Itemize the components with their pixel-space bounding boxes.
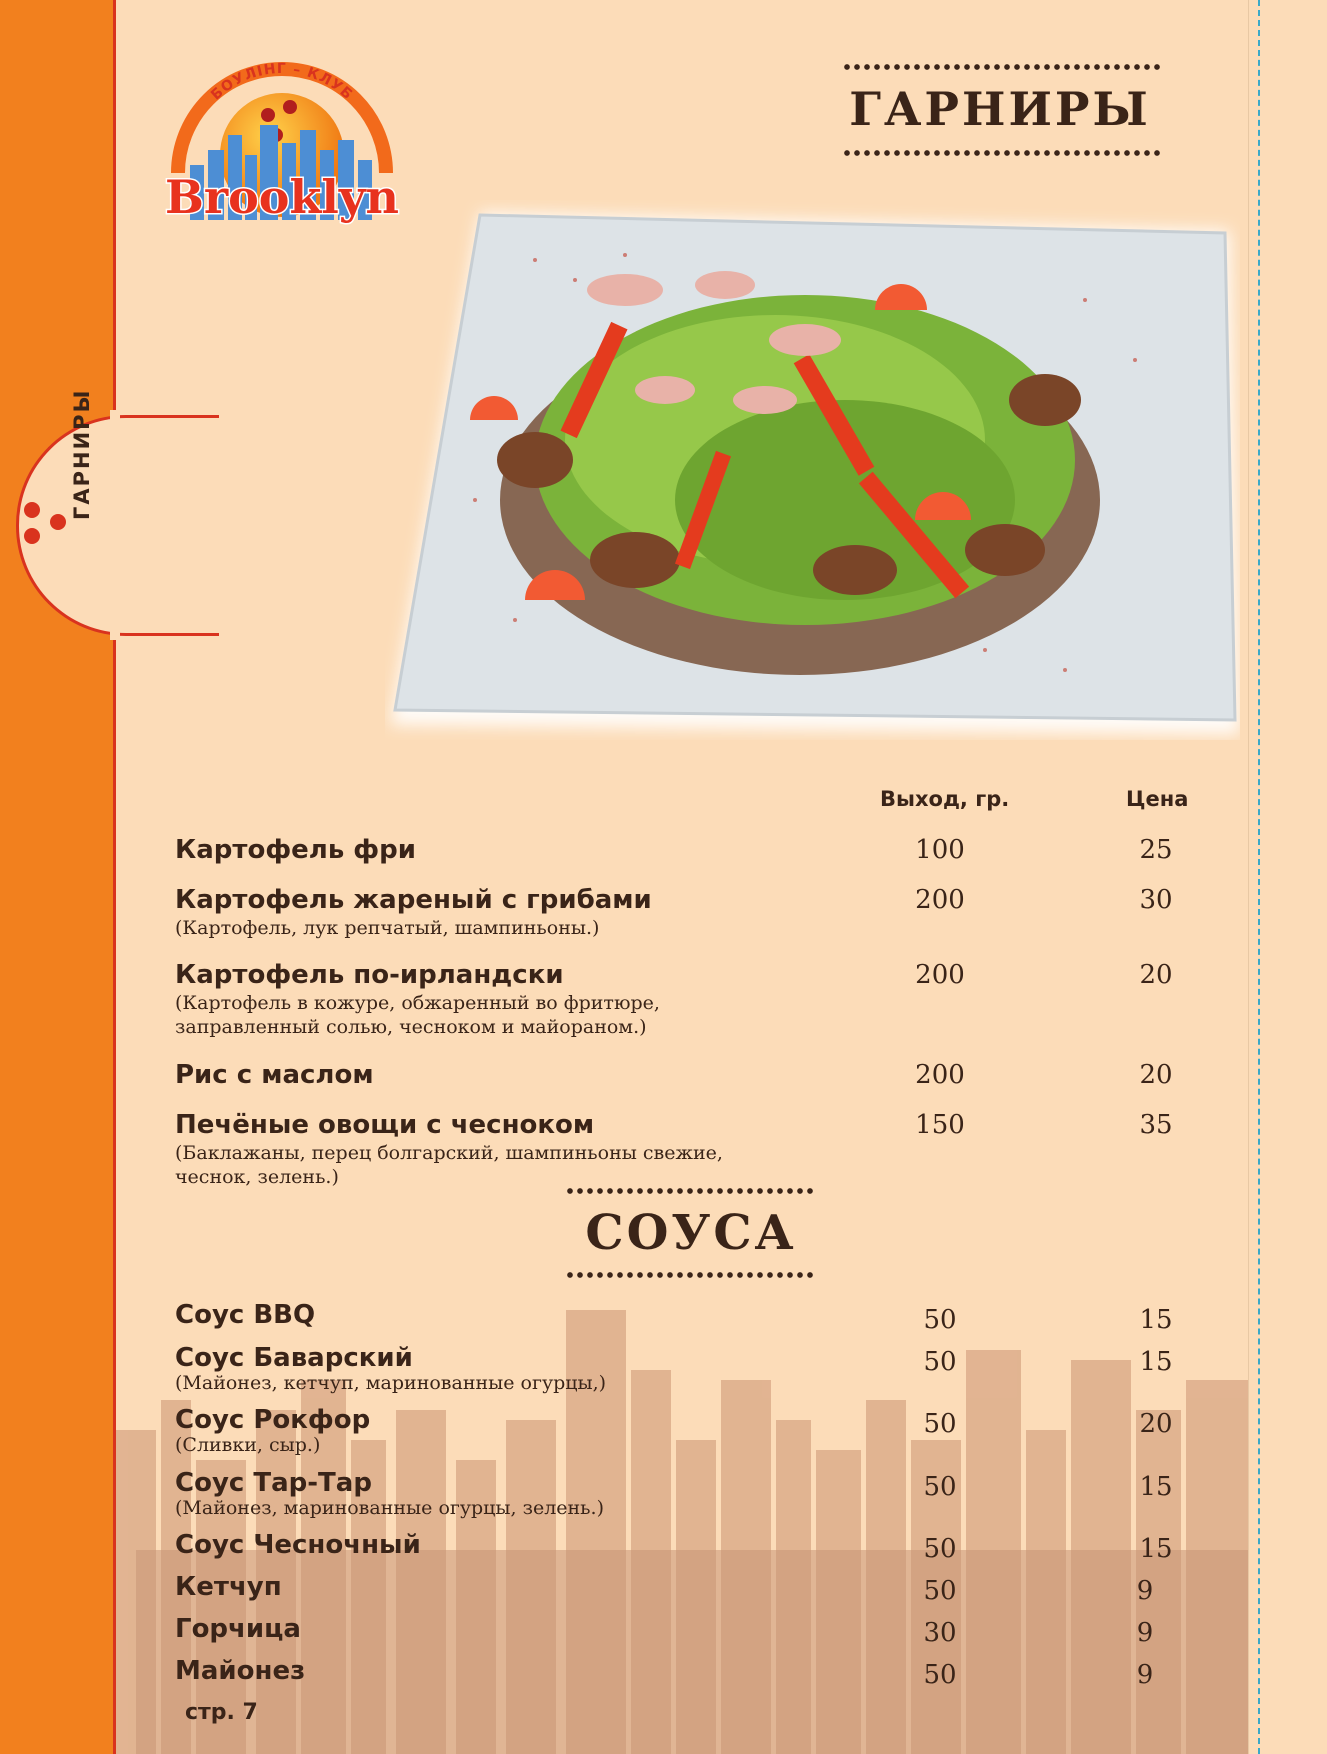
sauce-item-price: 20 (1139, 1409, 1173, 1439)
menu-item-name: Картофель по-ирландски (175, 960, 564, 990)
menu-item-description: чеснок, зелень.) (175, 1166, 339, 1188)
menu-item-name: Печёные овощи с чесноком (175, 1110, 595, 1140)
sauce-item-price: 15 (1139, 1534, 1173, 1564)
dish-photo (385, 200, 1240, 740)
menu-item-name: Рис с маслом (175, 1060, 374, 1090)
sauce-item-name: Соус Тар-Тар (175, 1468, 372, 1498)
sauce-item-name: Соус Баварский (175, 1343, 413, 1373)
sauce-item-weight: 50 (923, 1660, 957, 1690)
sauce-item-name: Соус Чесночный (175, 1530, 421, 1560)
menu-item-price: 25 (1139, 835, 1173, 865)
sauce-item-name: Кетчуп (175, 1572, 282, 1602)
menu-item-price: 20 (1139, 960, 1173, 990)
sauce-item-weight: 50 (923, 1472, 957, 1502)
right-dashed-line (1258, 0, 1260, 1754)
title-top-dots (842, 62, 1162, 72)
sauce-item-description: (Майонез, маринованные огурцы, зелень.) (175, 1497, 604, 1519)
sauce-item-name: Соус Рокфор (175, 1405, 371, 1435)
menu-item-description: (Картофель в кожуре, обжаренный во фритюре, (175, 992, 660, 1014)
menu-item-price: 30 (1139, 885, 1173, 915)
menu-item-weight: 200 (915, 1060, 965, 1090)
page-title: ГАРНИРЫ (849, 82, 1151, 136)
menu-item-name: Картофель жареный с грибами (175, 885, 652, 915)
sauce-item-weight: 50 (923, 1305, 957, 1335)
sauce-item-name: Горчица (175, 1614, 301, 1644)
sauce-item-description: (Майонез, кетчуп, маринованные огурцы,) (175, 1372, 607, 1394)
sauces-title: СОУСА (585, 1205, 797, 1261)
bowling-ball-dots-icon (14, 500, 74, 560)
sauce-item-price: 9 (1136, 1660, 1154, 1690)
section-tab-label: ГАРНИРЫ (70, 388, 94, 520)
price-column-header: Цена (1126, 787, 1189, 811)
menu-item-description: заправленный солью, чесноком и майораном.) (175, 1016, 647, 1038)
right-fold-line (1248, 0, 1249, 1754)
sauces-title-bottom-dots (565, 1270, 817, 1280)
sauce-item-price: 15 (1139, 1347, 1173, 1377)
menu-item-name: Картофель фри (175, 835, 416, 865)
menu-item-weight: 200 (915, 960, 965, 990)
menu-item-price: 35 (1139, 1110, 1173, 1140)
sauce-item-name: Майонез (175, 1656, 306, 1686)
sauce-item-weight: 50 (923, 1576, 957, 1606)
sauce-item-weight: 50 (923, 1409, 957, 1439)
weight-column-header: Выход, гр. (880, 787, 1010, 811)
menu-item-weight: 200 (915, 885, 965, 915)
sauce-item-description: (Сливки, сыр.) (175, 1434, 321, 1456)
title-bottom-dots (842, 148, 1162, 158)
sauce-item-weight: 50 (923, 1534, 957, 1564)
sauce-item-price: 9 (1136, 1576, 1154, 1606)
svg-text:БОУЛІНГ – КЛУБ: БОУЛІНГ – КЛУБ (208, 60, 356, 104)
left-color-strip (0, 0, 113, 1754)
sauce-item-price: 15 (1139, 1472, 1173, 1502)
menu-item-description: (Баклажаны, перец болгарский, шампиньоны свежие, (175, 1142, 723, 1164)
sauce-item-weight: 30 (923, 1618, 957, 1648)
sauce-item-weight: 50 (923, 1347, 957, 1377)
sauce-item-name: Соус BBQ (175, 1300, 316, 1330)
menu-item-weight: 150 (915, 1110, 965, 1140)
logo-brand-text: Brooklyn (165, 170, 399, 224)
menu-item-description: (Картофель, лук репчатый, шампиньоны.) (175, 917, 600, 939)
sauce-item-price: 15 (1139, 1305, 1173, 1335)
page-number: стр. 7 (185, 1700, 258, 1725)
sauces-title-top-dots (565, 1186, 817, 1196)
brooklyn-logo (150, 55, 415, 245)
menu-item-price: 20 (1139, 1060, 1173, 1090)
menu-item-weight: 100 (915, 835, 965, 865)
sauce-item-price: 9 (1136, 1618, 1154, 1648)
